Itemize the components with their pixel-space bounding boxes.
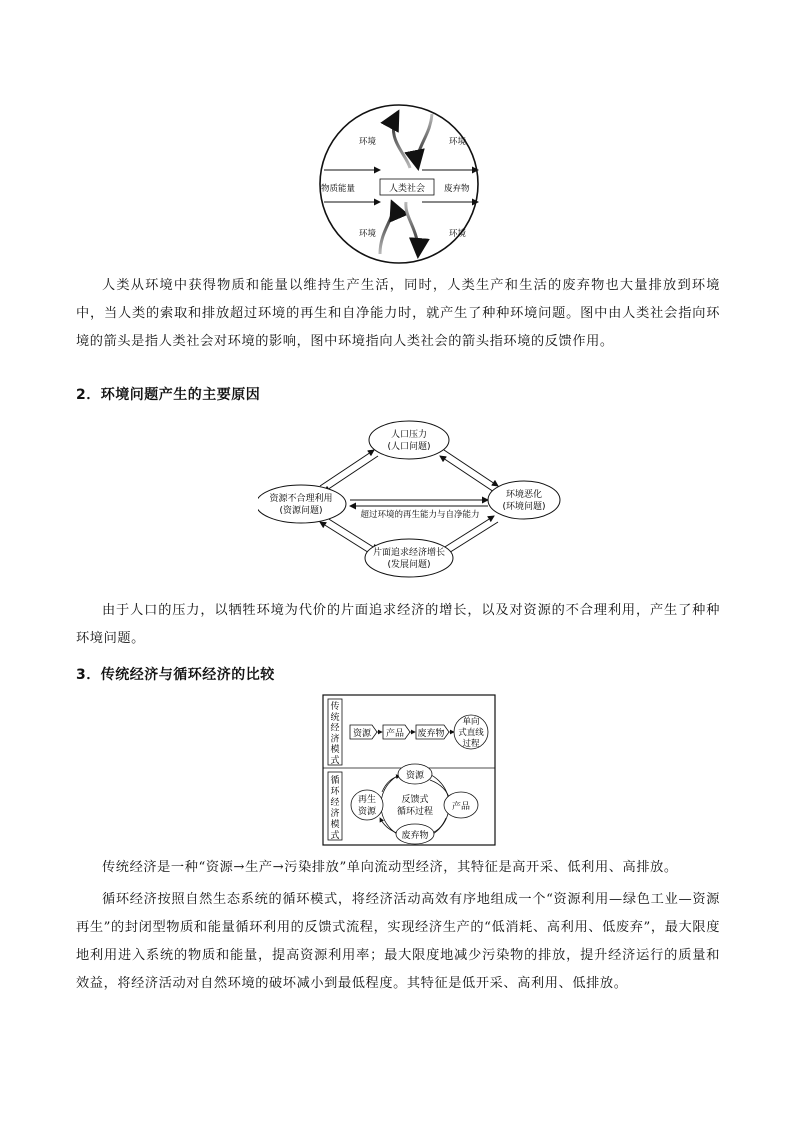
paragraph-3: 传统经济是一种“资源→生产→污染排放”单向流动型经济，其特征是高开采、低利用、高排放。 — [102, 860, 678, 875]
paragraph-2: 由于人口的压力，以牺牲环境为代价的片面追求经济的增长，以及对资源的不合理利用，产生了种种环境问题。 — [76, 603, 720, 646]
left-label: 物质能量 — [321, 184, 356, 194]
population-pressure-node — [369, 421, 449, 459]
paragraph-1: 人类从环境中获得物质和能量以维持生产生活，同时，人类生产和生活的废弃物也大量排放到环境中，当人类的索取和排放超过环境的再生和自净能力时，就产生了种种环境问题。图中由人类社会指向环境的箭头是指人类社会对环境的影响，图中环境指向人类社会的箭头指环境的反馈作用。 — [76, 278, 720, 349]
heading-2: 2．环境问题产生的主要原因 — [76, 387, 261, 403]
bottom-node-line2: (发展问题) — [387, 560, 431, 570]
linear-line3: 过程 — [462, 739, 480, 749]
env-top-left: 环境 — [359, 137, 377, 147]
resource-misuse-node — [258, 485, 346, 523]
linear-resource: 资源 — [352, 729, 372, 739]
env-bottom-left: 环境 — [359, 229, 377, 239]
paragraph-4: 循环经济按照自然生态系统的循环模式，将经济活动高效有序地组成一个“资源利用—绿色工业—资源再生”的封闭型物质和能量循环利用的反馈式流程，实现经济生产的“低消耗、高利用、低废弃”，最大限度地利用进入系统的物质和能量，提高资源利用率；最大限度地减少污染物的排放，提升经济运行的质量和效益，将经济活动对自然环境的破坏减小到最低程度。其特征是低开采、高利用、低排放。 — [76, 892, 720, 991]
right-node-line2: (环境问题) — [502, 502, 546, 512]
heading-3: 3．传统经济与循环经济的比较 — [76, 667, 275, 683]
cycle-center-line1: 反馈式 — [401, 795, 429, 805]
top-node-line2: (人口问题) — [387, 442, 431, 452]
traditional-label-char-2: 经 — [330, 723, 340, 734]
circular-label-char-5: 式 — [330, 831, 340, 841]
traditional-label-char-0: 传 — [330, 702, 340, 712]
cycle-regen-line2: 资源 — [357, 807, 377, 817]
traditional-label-char-3: 济 — [330, 734, 340, 745]
cycle-waste: 废弃物 — [401, 831, 429, 841]
cycle-resource: 资源 — [405, 771, 425, 781]
left-node-line2: (资源问题) — [279, 506, 323, 516]
linear-line2: 式直线 — [458, 728, 484, 738]
circular-label-char-2: 经 — [330, 798, 340, 808]
traditional-label-char-1: 统 — [330, 712, 340, 723]
economy-comparison-diagram — [322, 694, 496, 846]
circular-label-char-0: 循 — [330, 776, 340, 786]
circular-label-char-3: 济 — [330, 809, 340, 819]
center-label: 人类社会 — [388, 184, 426, 194]
traditional-label-char-4: 模 — [330, 745, 340, 756]
economic-growth-node — [365, 539, 453, 577]
top-node-line1: 人口压力 — [390, 430, 428, 440]
bottom-node-line1: 片面追求经济增长 — [372, 548, 446, 558]
human-environment-diagram — [314, 98, 484, 270]
left-node-line1: 资源不合理利用 — [269, 494, 333, 504]
right-node-line1: 环境恶化 — [505, 490, 543, 500]
cycle-center-line2: 循环过程 — [396, 807, 434, 817]
linear-waste: 废弃物 — [417, 729, 445, 739]
env-top-right: 环境 — [449, 137, 467, 147]
circular-label-char-4: 模 — [330, 820, 340, 830]
middle-label: 超过环境的再生能力与自净能力 — [360, 510, 480, 520]
linear-line1: 单向 — [462, 717, 480, 727]
circular-label-char-1: 环 — [330, 787, 340, 797]
env-bottom-right: 环境 — [449, 229, 467, 239]
cycle-regen-line1: 再生 — [357, 795, 377, 805]
cycle-product: 产品 — [451, 802, 471, 812]
linear-product: 产品 — [385, 729, 405, 739]
environment-deterioration-node — [488, 481, 560, 519]
environmental-causes-diagram — [258, 418, 562, 580]
right-label: 废弃物 — [444, 184, 470, 194]
traditional-label-char-5: 式 — [330, 756, 340, 766]
